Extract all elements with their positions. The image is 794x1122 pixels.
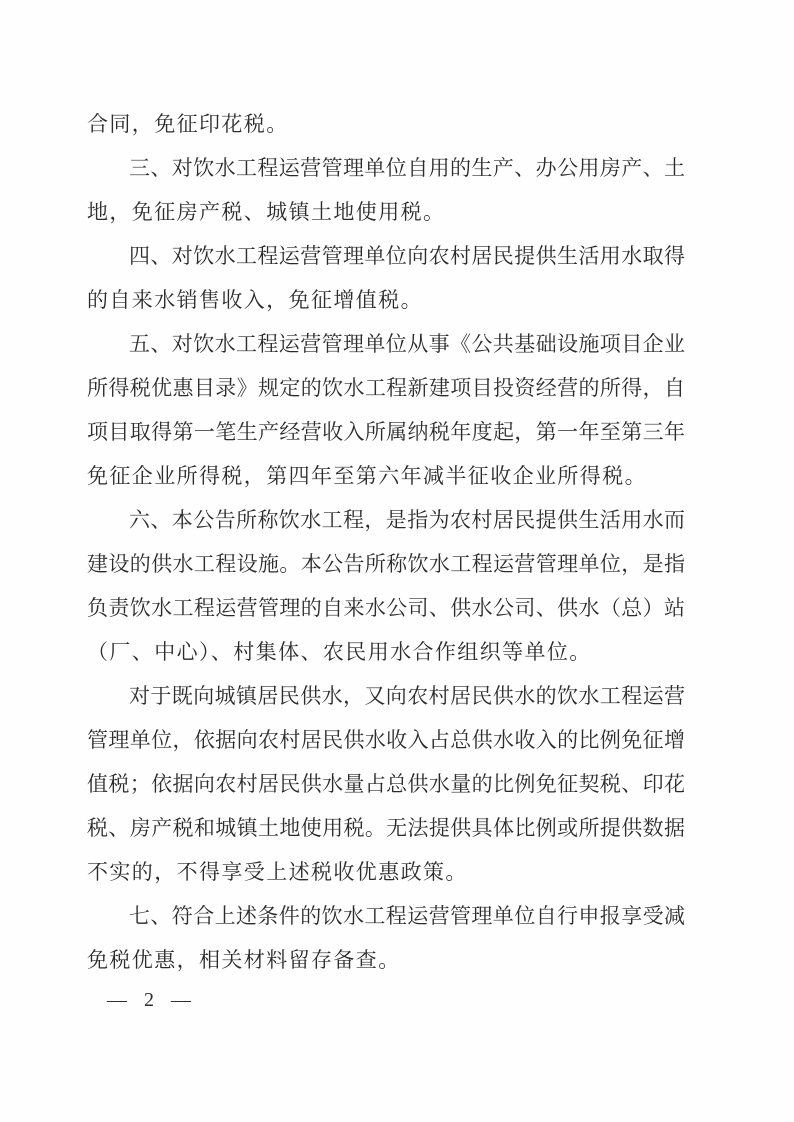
text-line: 三、对饮水工程运营管理单位自用的生产、办公用房产、土	[129, 156, 685, 180]
text-line: 管理单位，依据向农村居民供水收入占总供水收入的比例免征增	[87, 728, 685, 752]
text-line: 项目取得第一笔生产经营收入所属纳税年度起，第一年至第三年	[87, 420, 685, 444]
text-line: 地，免征房产税、城镇土地使用税。	[87, 200, 446, 224]
text-line: 六、本公告所称饮水工程，是指为农村居民提供生活用水而	[129, 508, 685, 532]
text-line: 免征企业所得税，第四年至第六年减半征收企业所得税。	[87, 464, 647, 488]
text-line: （厂、中心）、村集体、农民用水合作组织等单位。	[87, 640, 592, 664]
text-line: 建设的供水工程设施。本公告所称饮水工程运营管理单位，是指	[87, 552, 685, 576]
text-line: 不实的，不得享受上述税收优惠政策。	[87, 860, 468, 884]
text-line: 的自来水销售收入，免征增值税。	[87, 288, 423, 312]
paragraph	[87, 674, 685, 894]
text-line: 免税优惠，相关材料留存备查。	[87, 948, 401, 972]
text-line: 七、符合上述条件的饮水工程运营管理单位自行申报享受减	[129, 904, 685, 928]
text-line: 合同，免征印花税。	[87, 112, 289, 136]
text-line: 负责饮水工程运营管理的自来水公司、供水公司、供水（总）站	[87, 596, 685, 620]
paragraph	[87, 234, 685, 322]
paragraph	[87, 322, 685, 498]
paragraph	[87, 146, 685, 234]
text-line: 四、对饮水工程运营管理单位向农村居民提供生活用水取得	[129, 244, 685, 268]
text-line: 对于既向城镇居民供水，又向农村居民供水的饮水工程运营	[129, 684, 685, 708]
paragraph	[87, 894, 685, 982]
text-line: 值税；依据向农村居民供水量占总供水量的比例免征契税、印花	[87, 772, 685, 796]
paragraph	[87, 498, 685, 674]
page-number: — 2 —	[107, 989, 197, 1011]
text-body	[87, 102, 685, 982]
text-line: 五、对饮水工程运营管理单位从事《公共基础设施项目企业	[129, 332, 685, 356]
text-line: 税、房产税和城镇土地使用税。无法提供具体比例或所提供数据	[87, 816, 685, 840]
text-line: 所得税优惠目录》规定的饮水工程新建项目投资经营的所得，自	[87, 376, 685, 400]
paragraph	[87, 102, 685, 146]
